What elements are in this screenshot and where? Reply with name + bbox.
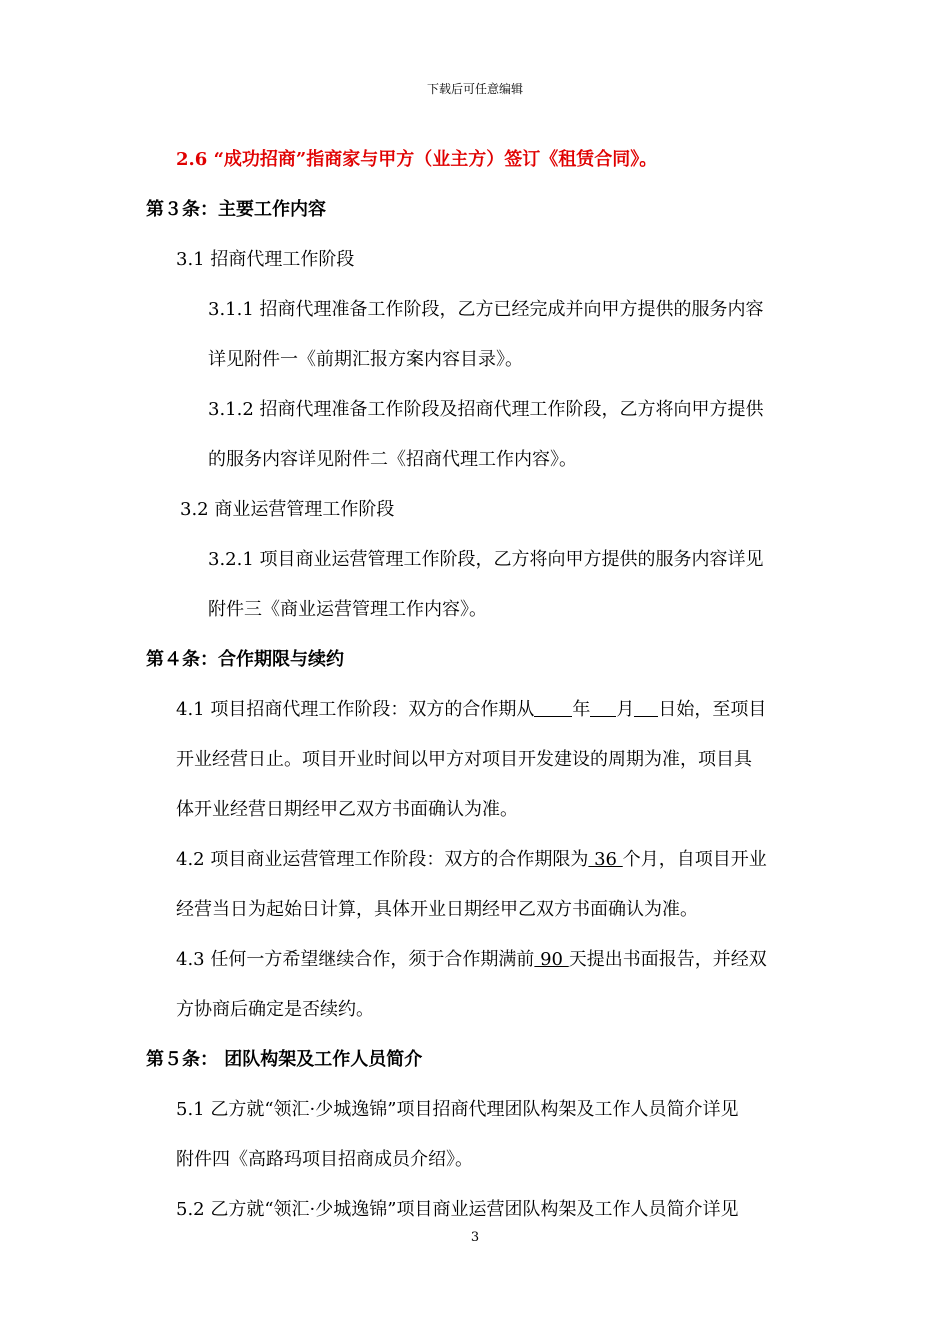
year-label: 年 [572, 699, 591, 720]
day-blank [634, 698, 658, 717]
year-blank [534, 698, 572, 717]
clause-4-2-text: 4.2 项目商业运营管理工作阶段：双方的合作期限为 [176, 849, 589, 870]
clause-4-1-cont-2: 体开业经营日期经甲乙双方书面确认为准。 [176, 799, 518, 820]
clause-4-1-text-end: 日始，至项目 [658, 699, 767, 720]
article-4-heading: 第４条：合作期限与续约 [146, 649, 344, 670]
term-months-value: 36 [588, 849, 623, 870]
clause-3-1-1: 3.1.1 招商代理准备工作阶段，乙方已经完成并向甲方提供的服务内容 [208, 299, 764, 320]
clause-4-3-text: 4.3 任何一方希望继续合作，须于合作期满前 [176, 949, 535, 970]
article-3-heading: 第３条：主要工作内容 [146, 199, 326, 220]
page-header: 下载后可任意编辑 [426, 82, 523, 96]
page-number: 3 [470, 1230, 480, 1245]
clause-4-2-cont: 经营当日为起始日计算，具体开业日期经甲乙双方书面确认为准。 [176, 899, 698, 920]
clause-4-3-cont: 方协商后确定是否续约。 [176, 999, 374, 1020]
clause-4-2-text-end: 个月，自项目开业 [622, 849, 767, 870]
clause-4-1 [176, 698, 766, 722]
month-label: 月 [616, 699, 635, 720]
article-5-heading: 第５条： 团队构架及工作人员简介 [146, 1049, 423, 1070]
clause-3-2-1: 3.2.1 项目商业运营管理工作阶段，乙方将向甲方提供的服务内容详见 [208, 549, 764, 570]
clause-2-6: 2.6 “成功招商”指商家与甲方（业主方）签订《租赁合同》。 [176, 149, 658, 170]
clause-5-2: 5.2 乙方就“领汇·少城逸锦”项目商业运营团队构架及工作人员简介详见 [176, 1199, 739, 1220]
clause-4-1-text: 4.1 项目招商代理工作阶段：双方的合作期从 [176, 699, 535, 720]
clause-3-2: 3.2 商业运营管理工作阶段 [180, 499, 395, 520]
clause-3-1-2-cont: 的服务内容详见附件二《招商代理工作内容》。 [208, 449, 577, 470]
clause-3-1-2: 3.1.2 招商代理准备工作阶段及招商代理工作阶段，乙方将向甲方提供 [208, 399, 764, 420]
clause-5-1-cont: 附件四《高路玛项目招商成员介绍》。 [176, 1149, 473, 1170]
clause-4-2 [176, 848, 767, 872]
month-blank [590, 698, 616, 717]
notice-days-value: 90 [534, 949, 569, 970]
clause-4-3-text-end: 天提出书面报告，并经双 [568, 949, 767, 970]
clause-5-1: 5.1 乙方就“领汇·少城逸锦”项目招商代理团队构架及工作人员简介详见 [176, 1099, 739, 1120]
clause-4-3 [176, 948, 767, 972]
clause-3-1: 3.1 招商代理工作阶段 [176, 249, 355, 270]
clause-3-2-1-cont: 附件三《商业运营管理工作内容》。 [208, 599, 487, 620]
clause-4-1-cont-1: 开业经营日止。项目开业时间以甲方对项目开发建设的周期为准，项目具 [176, 749, 752, 770]
clause-3-1-1-cont: 详见附件一《前期汇报方案内容目录》。 [208, 349, 523, 370]
